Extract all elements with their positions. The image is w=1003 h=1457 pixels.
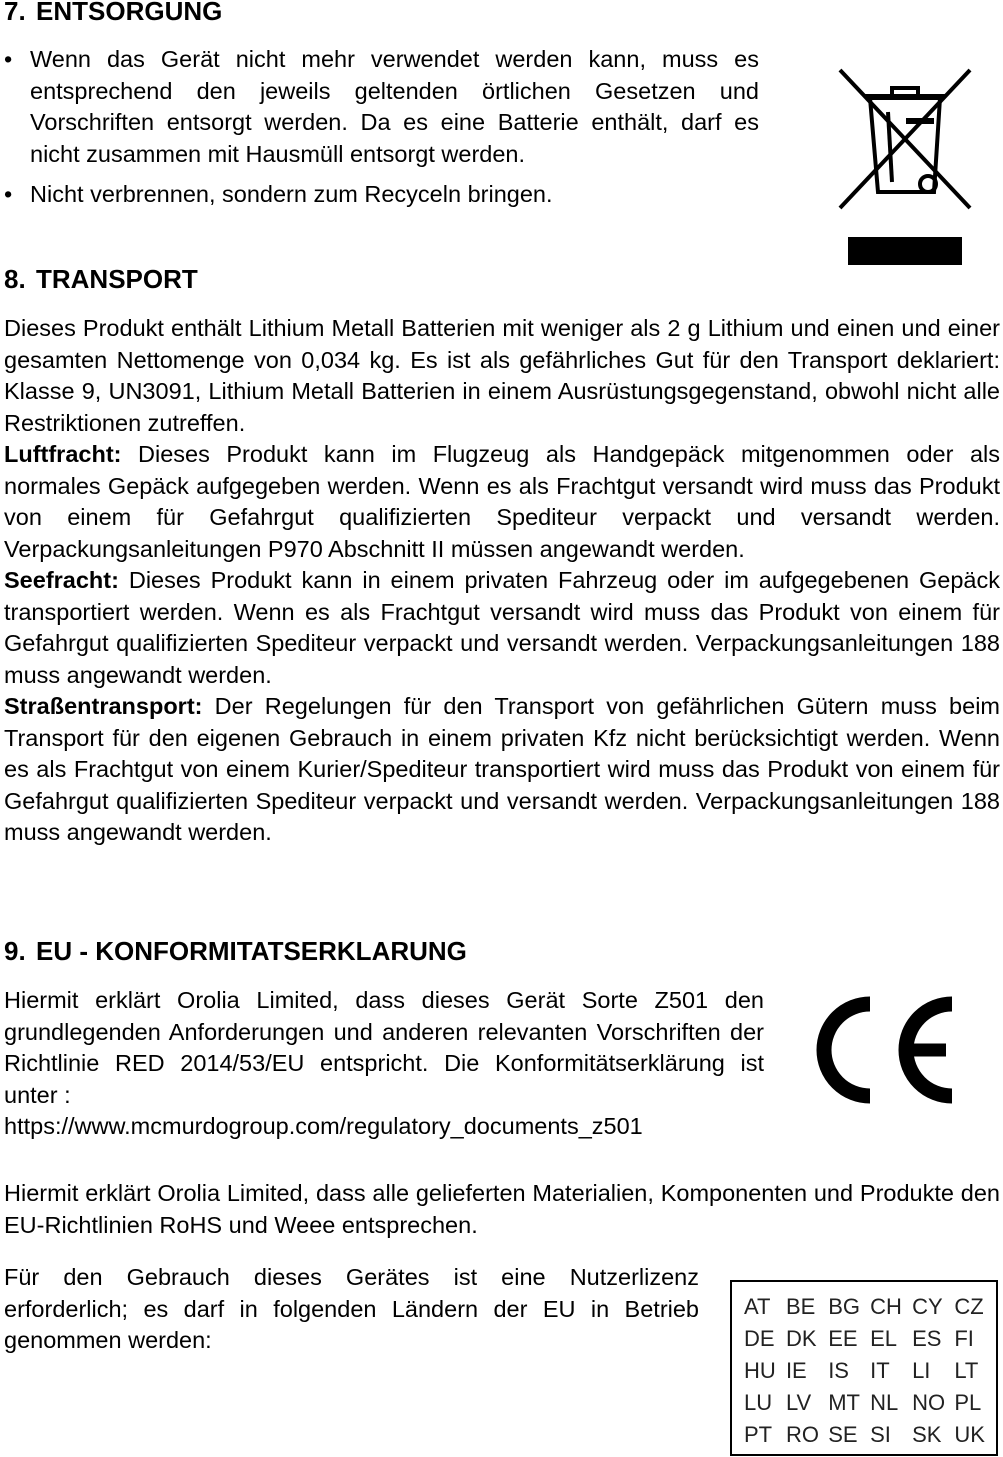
country-code: BG [828, 1294, 860, 1319]
transport-block [4, 313, 1000, 849]
section-title: ENTSORGUNG [36, 0, 223, 26]
license-block [4, 1262, 699, 1357]
crossed-out-wheelie-bin-icon [830, 66, 980, 272]
country-code: NL [870, 1390, 899, 1415]
conformity-paragraph: Hiermit erklärt Orolia Limited, dass dieses Gerät Sorte Z501 den grundlegenden Anforderungen und anderen relevanten Vorschriften der Richtlinie RED 2014/53/EU entspricht. Die Konformitätserklärung ist unter : [4, 987, 764, 1108]
country-row [744, 1387, 996, 1419]
country-code: AT [744, 1294, 771, 1319]
section-number: 9. [4, 936, 26, 966]
road-transport-paragraph: Straßentransport: Der Regelungen für den Transport von gefährlichen Gütern muss beim Transport für den eigenen Gebrauch in einem privaten Kfz nicht berücksichtigt werden. Wenn es als Frachtgut von einem Kurier/Spediteur transportiert wird muss das Produkt von einem für Gefahrgut qualifizierten Spediteur verpackt und versandt werden. Verpackungsanleitungen 188 muss angewandt werden. [4, 693, 1000, 845]
country-code: EL [870, 1326, 898, 1351]
country-code: SE [828, 1422, 858, 1447]
country-code: PL [954, 1390, 982, 1415]
section-9-heading [4, 934, 467, 968]
country-row [744, 1323, 996, 1355]
country-code: IE [785, 1358, 807, 1383]
country-row [744, 1291, 996, 1323]
transport-intro: Dieses Produkt enthält Lithium Metall Batterien mit weniger als 2 g Lithium und einen und einer gesamten Nettomenge von 0,034 kg. Es ist als gefährliches Gut für den Transport deklariert: Klasse 9, UN3091, Lithium Metall Batterien in einem Ausrüstungsgegenstand, obwohl nicht alle Restriktionen zutreffen. [4, 315, 1000, 436]
conformity-block [4, 985, 764, 1143]
rohs-block [4, 1178, 1000, 1241]
country-code: LI [912, 1358, 931, 1383]
section-title: TRANSPORT [36, 264, 198, 294]
country-code: IT [870, 1358, 890, 1383]
country-code: MT [828, 1390, 860, 1415]
country-code: HU [744, 1358, 776, 1383]
list-item: • Nicht verbrennen, sondern zum Recyceln bringen. [4, 181, 553, 207]
sea-freight-paragraph: Seefracht: Dieses Produkt kann in einem privaten Fahrzeug oder im aufgegebenen Gepäck transportiert werden. Wenn es als Frachtgut versandt wird muss das Produkt von einem für Gefahrgut qualifizierten Spediteur verpackt und versandt werden. Verpackungsanleitungen 188 muss angewandt werden. [4, 567, 1000, 688]
country-code: UK [954, 1422, 985, 1447]
country-code: DK [785, 1326, 817, 1351]
country-code: CH [870, 1294, 902, 1319]
ce-mark-icon [810, 996, 962, 1104]
section-8-heading [4, 262, 198, 296]
section-number: 7. [4, 0, 26, 26]
country-code: BE [785, 1294, 816, 1319]
country-codes-box [730, 1280, 998, 1456]
country-code: LU [744, 1390, 773, 1415]
country-code: ES [912, 1326, 942, 1351]
country-code: SI [870, 1422, 891, 1447]
country-code: EE [828, 1326, 858, 1351]
country-code: FI [954, 1326, 974, 1351]
country-code: LV [785, 1390, 812, 1415]
list-item: • Wenn das Gerät nicht mehr verwendet werden kann, muss es entsprechend den jeweils geltenden örtlichen Gesetzen und Vorschriften entsorgt werden. Da es eine Batterie enthält, darf es nicht zusammen mit Hausmüll entsorgt werden. [4, 46, 759, 167]
section-7-heading [4, 0, 222, 28]
country-code: LT [954, 1358, 979, 1383]
country-code: NO [912, 1390, 946, 1415]
conformity-url[interactable]: https://www.mcmurdogroup.com/regulatory_documents_z501 [4, 1113, 643, 1139]
country-code: RO [785, 1422, 819, 1447]
country-code: IS [828, 1358, 849, 1383]
country-code: DE [744, 1326, 775, 1351]
country-codes-table [744, 1291, 996, 1451]
license-paragraph: Für den Gebrauch dieses Gerätes ist eine Nutzerlizenz erforderlich; es darf in folgenden Ländern der EU in Betrieb genommen werden: [4, 1264, 699, 1353]
air-freight-paragraph: Luftfracht: Dieses Produkt kann im Flugzeug als Handgepäck mitgenommen oder als normales Gepäck aufgegeben werden. Wenn es als Frachtgut versandt wird muss das Produkt von einem für Gefahrgut qualifizierten Spediteur verpackt und versandt werden. Verpackungsanleitungen P970 Abschnitt II müssen angewandt werden. [4, 441, 1000, 562]
country-code: PT [744, 1422, 773, 1447]
country-row [744, 1419, 996, 1451]
disposal-list [4, 44, 759, 211]
country-code: CY [912, 1294, 943, 1319]
section-title: EU - KONFORMITATSERKLARUNG [36, 936, 467, 966]
rohs-paragraph: Hiermit erklärt Orolia Limited, dass alle gelieferten Materialien, Komponenten und Produkte den EU-Richtlinien RoHS und Weee entsprechen. [4, 1180, 1000, 1238]
section-number: 8. [4, 264, 26, 294]
country-row [744, 1355, 996, 1387]
country-code: CZ [954, 1294, 984, 1319]
country-code: SK [912, 1422, 942, 1447]
